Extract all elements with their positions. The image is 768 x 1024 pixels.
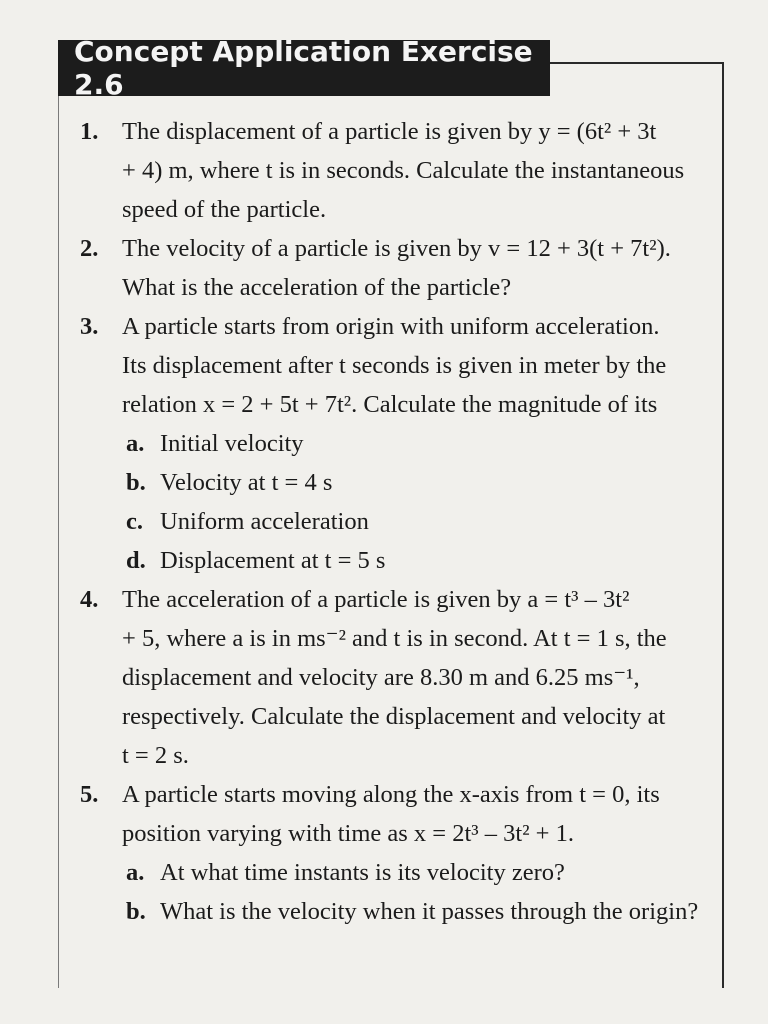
subquestion-text: Displacement at t = 5 s — [160, 547, 386, 574]
question-line: speed of the particle. — [122, 196, 327, 223]
question-text — [122, 580, 716, 775]
question-line: A particle starts moving along the x-axis from t = 0, its — [122, 781, 660, 808]
question-4 — [80, 580, 716, 775]
subquestion-label: d. — [126, 547, 146, 574]
subquestion-3d — [126, 541, 716, 580]
question-3 — [80, 307, 716, 424]
question-line: + 4) m, where t is in seconds. Calculate the instantaneous — [122, 157, 685, 184]
question-line: displacement and velocity are 8.30 m and 6.25 ms⁻¹, — [122, 664, 640, 691]
subquestion-text: Initial velocity — [160, 430, 304, 457]
question-text — [122, 229, 716, 307]
subquestion-3b — [126, 463, 716, 502]
question-number: 3. — [80, 313, 99, 340]
subquestion-3a — [126, 424, 716, 463]
question-line: A particle starts from origin with uniform acceleration. — [122, 313, 660, 340]
subquestion-text: At what time instants is its velocity zero? — [160, 859, 565, 886]
exercise-title: Concept Application Exercise 2.6 — [58, 40, 550, 96]
subquestion-text: Velocity at t = 4 s — [160, 469, 333, 496]
subquestion-label: c. — [126, 508, 143, 535]
question-text — [122, 112, 716, 229]
subquestion-text: Uniform acceleration — [160, 508, 369, 535]
question-line: position varying with time as x = 2t³ – 3t² + 1. — [122, 820, 574, 847]
question-line: Its displacement after t seconds is given in meter by the — [122, 352, 667, 379]
question-number: 4. — [80, 586, 99, 613]
subquestion-5a — [126, 853, 716, 892]
question-line: The displacement of a particle is given by y = (6t² + 3t — [122, 118, 657, 145]
question-line: t = 2 s. — [122, 742, 189, 769]
question-line: + 5, where a is in ms⁻² and t is in second. At t = 1 s, the — [122, 625, 667, 652]
question-line: The velocity of a particle is given by v = 12 + 3(t + 7t²). — [122, 235, 671, 262]
question-number: 2. — [80, 235, 99, 262]
subquestion-label: a. — [126, 430, 145, 457]
exercise-content — [80, 112, 716, 931]
question-text — [122, 307, 716, 424]
question-1 — [80, 112, 716, 229]
question-5 — [80, 775, 716, 853]
question-text — [122, 775, 716, 853]
subquestion-label: a. — [126, 859, 145, 886]
subquestion-label: b. — [126, 898, 146, 925]
subquestion-text: What is the velocity when it passes through the origin? — [160, 898, 699, 925]
subquestion-3c — [126, 502, 716, 541]
subquestion-5b — [126, 892, 716, 931]
question-line: The acceleration of a particle is given by a = t³ – 3t² — [122, 586, 630, 613]
subquestion-label: b. — [126, 469, 146, 496]
question-number: 5. — [80, 781, 99, 808]
question-number: 1. — [80, 118, 99, 145]
question-2 — [80, 229, 716, 307]
question-line: respectively. Calculate the displacement and velocity at — [122, 703, 666, 730]
question-line: relation x = 2 + 5t + 7t². Calculate the magnitude of its — [122, 391, 658, 418]
question-line: What is the acceleration of the particle? — [122, 274, 512, 301]
